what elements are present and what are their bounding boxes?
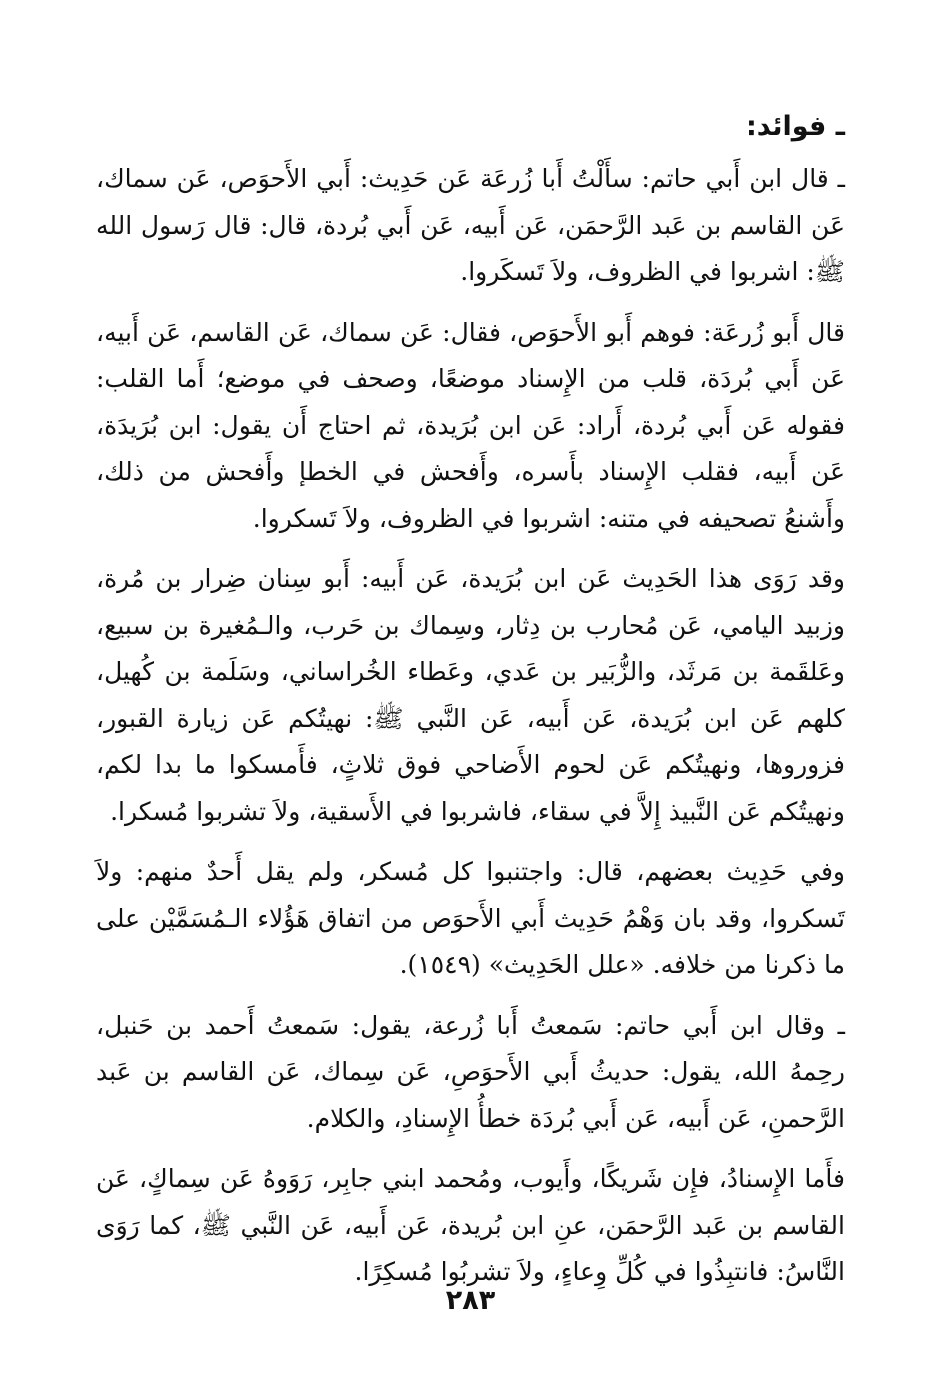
paragraph-4: وفي حَدِيث بعضهم، قال: واجتنبوا كل مُسكر، ولم يقل أَحدٌ منهم: ولاَ تَسكروا، وقد بان وَهْمُ حَدِيث أَبي الأَحوَص من اتفاق هَؤُلاء الـمُسَمَّيْن على ما ذكرنا من خلافه. «علل الحَدِيث» (١٥٤٩). — [96, 857, 845, 979]
paragraph-1: ـ قال ابن أَبي حاتم: سأَلْتُ أَبا زُرعَة عَن حَدِيث: أَبي الأَحوَص، عَن سماك، عَن القاسم بن عَبد الرَّحمَن، عَن أَبيه، عَن أَبي بُردة، قال: قال رَسول الله ﷺ: اشربوا في الظروف، ولاَ تَسكَروا. — [96, 164, 845, 286]
paragraph-6: فأَما الإِسنادُ، فإِن شَريكًا، وأَيوب، ومُحمد ابني جابِر، رَوَوهُ عَن سِماكٍ، عَن القاسم بن عَبد الرَّحمَن، عنِ ابن بُريدة، عَن أَبيه، عَن النَّبي ﷺ، كما رَوَى النَّاسُ: فانتبِذُوا في كُلِّ وِعاءٍ، ولاَ تشربُوا مُسكِرًا. — [96, 1164, 845, 1286]
paragraph-5: ـ وقال ابن أَبي حاتم: سَمعتُ أَبا زُرعة، يقول: سَمعتُ أَحمد بن حَنبل، رحِمهُ الله، يقول: حديثُ أَبي الأَحوَصِ، عَن سِماك، عَن القاسم بن عَبد الرَّحمنِ، عَن أَبيه، عَن أَبي بُردَة خطأُ الإِسنادِ، والكلام. — [96, 1010, 845, 1133]
paragraph-3: وقد رَوَى هذا الحَدِيث عَن ابن بُرَيدة، عَن أَبيه: أَبو سِنان ضِرار بن مُرة، وزبيد اليامي، عَن مُحارب بن دِثار، وسِماك بن حَرب، والـمُغيرة بن سبيع، وعَلقَمة بن مَرثَد، والزُّبَير بن عَدي، وعَطاء الخُراساني، وسَلَمة بن كُهيل، كلهم عَن ابن بُرَيدة، عَن أَبيه، عَن النَّبي ﷺ: نهيتُكم عَن زيارة القبور، فزوروها، ونهيتُكم عَن لحوم الأَضاحي فوق ثلاثٍ، فأَمسكوا ما بدا لكم، ونهيتُكم عَن النَّبيذ إِلاَّ في سقاء، فاشربوا في الأَسقية، ولاَ تشربوا مُسكرا. — [96, 564, 845, 826]
paragraph-2: قال أَبو زُرعَة: فوهم أَبو الأَحوَص، فقال: عَن سماك، عَن القاسم، عَن أَبيه، عَن أَبي بُردَة، قلب من الإِسناد موضعًا، وصحف في موضع؛ أَما القلب: فقوله عَن أَبي بُردة، أَراد: عَن ابن بُرَيدة، ثم احتاج أَن يقول: ابن بُرَيدَة، عَن أَبيه، فقلب الإِسناد بأَسره، وأَفحش في الخطإ وأَفحش من ذلك، وأَشنعُ تصحيفه في متنه: اشربوا في الظروف، ولاَ تَسكروا. — [96, 317, 845, 533]
section-heading: ـ فوائد: — [745, 111, 845, 142]
page-number: ٢٨٣ — [445, 1285, 496, 1316]
